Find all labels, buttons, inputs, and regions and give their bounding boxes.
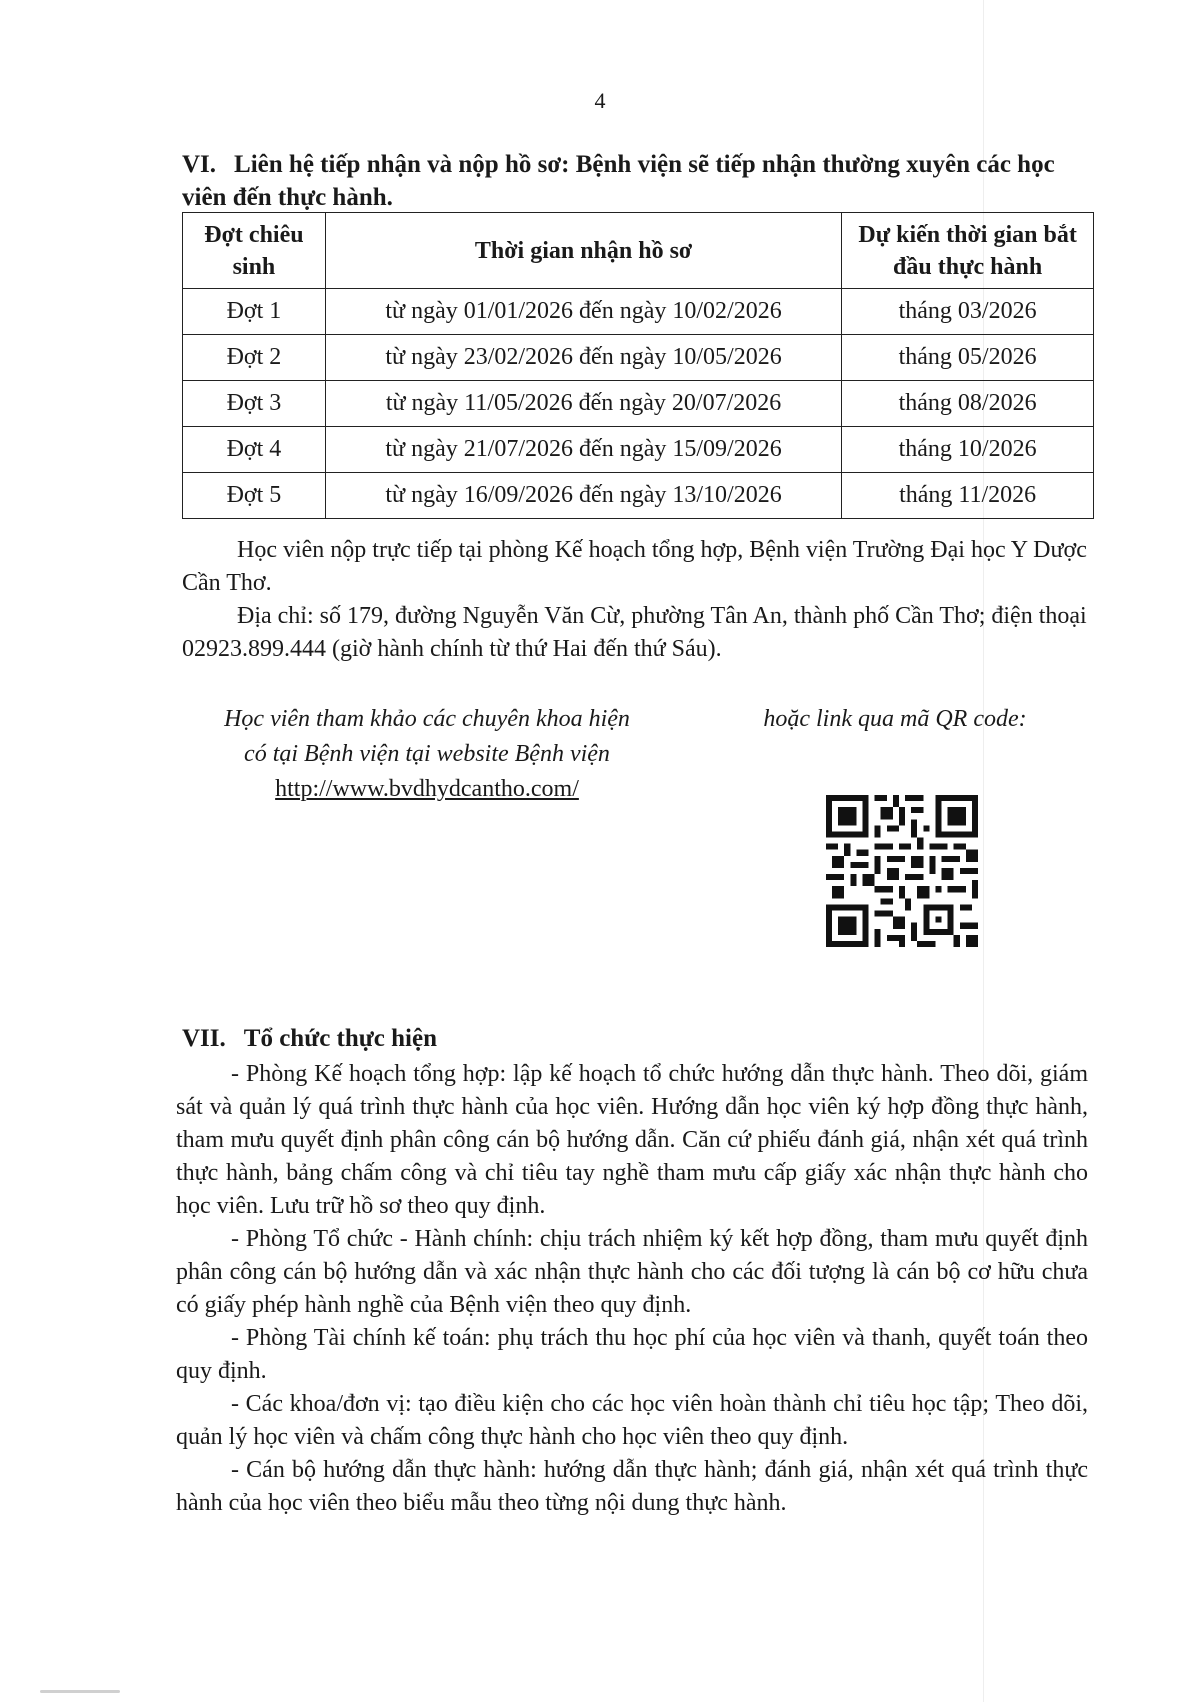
cell-period: từ ngày 23/02/2026 đến ngày 10/05/2026	[325, 335, 841, 381]
reference-line-1: Học viên tham khảo các chuyên khoa hiện	[224, 706, 630, 732]
cell-start: tháng 08/2026	[842, 381, 1094, 427]
header-period: Thời gian nhận hồ sơ	[325, 213, 841, 289]
cell-start: tháng 11/2026	[842, 473, 1094, 519]
cell-start: tháng 05/2026	[842, 335, 1094, 381]
cell-batch: Đợt 5	[183, 473, 326, 519]
table-row	[183, 427, 1094, 473]
duty-departments: - Các khoa/đơn vị: tạo điều kiện cho các học viên hoàn thành chỉ tiêu học tập; Theo dõi, quản lý học viên và chấm công thực hành cho học viên theo quy định.	[176, 1391, 1088, 1450]
section-6-heading	[182, 148, 1102, 214]
table-row	[183, 381, 1094, 427]
section-7-body	[176, 1058, 1088, 1520]
duty-planning-dept: - Phòng Kế hoạch tổng hợp: lập kế hoạch tổ chức hướng dẫn thực hành. Theo dõi, giám sát và quản lý quá trình thực hành của học viên. Hướng dẫn học viên ký hợp đồng thực hành, tham mưu quyết định phân công cán bộ hướng dẫn. Căn cứ phiếu đánh giá, nhận xét quá trình thực hành, bảng chấm công và chỉ tiêu tay nghề tham mưu cấp giấy xác nhận thực hành cho học viên. Lưu trữ hồ sơ theo quy định.	[176, 1061, 1088, 1219]
page-number: 4	[594, 88, 606, 113]
cell-start: tháng 10/2026	[842, 427, 1094, 473]
cell-start: tháng 03/2026	[842, 289, 1094, 335]
table-row	[183, 335, 1094, 381]
table-row	[183, 473, 1094, 519]
scan-artifact	[40, 1690, 120, 1693]
header-start: Dự kiến thời gian bắt đầu thực hành	[842, 213, 1094, 289]
enrollment-table	[182, 212, 1094, 519]
table-row	[183, 289, 1094, 335]
section-7-heading	[182, 1022, 1102, 1055]
duty-finance-dept: - Phòng Tài chính kế toán: phụ trách thu học phí của học viên và thanh, quyết toán theo quy định.	[176, 1325, 1088, 1384]
cell-period: từ ngày 21/07/2026 đến ngày 15/09/2026	[325, 427, 841, 473]
qr-caption: hoặc link qua mã QR code:	[763, 706, 1027, 732]
website-link[interactable]: http://www.bvdhydcantho.com/	[275, 776, 579, 802]
duty-admin-dept: - Phòng Tổ chức - Hành chính: chịu trách nhiệm ký kết hợp đồng, tham mưu quyết định phân công cán bộ hướng dẫn và xác nhận thực hành cho các đối tượng là cán bộ cơ hữu chưa có giấy phép hành nghề của Bệnh viện theo quy định.	[176, 1226, 1088, 1318]
table-header-row	[183, 213, 1094, 289]
header-batch: Đợt chiêu sinh	[183, 213, 326, 289]
cell-batch: Đợt 4	[183, 427, 326, 473]
section-6-number: VI.	[182, 151, 217, 178]
address-note: Địa chỉ: số 179, đường Nguyễn Văn Cừ, phường Tân An, thành phố Cần Thơ; điện thoại 02923.899.444 (giờ hành chính từ thứ Hai đến thứ Sáu).	[182, 603, 1087, 662]
cell-batch: Đợt 2	[183, 335, 326, 381]
cell-period: từ ngày 11/05/2026 đến ngày 20/07/2026	[325, 381, 841, 427]
qr-code-icon[interactable]	[826, 795, 978, 947]
reference-line-2: có tại Bệnh viện tại website Bệnh viện	[244, 741, 610, 767]
duty-instructors: - Cán bộ hướng dẫn thực hành: hướng dẫn thực hành; đánh giá, nhận xét quá trình thực hành của học viên theo biểu mẫu theo từng nội dung thực hành.	[176, 1457, 1088, 1516]
section-7-title: Tổ chức thực hiện	[243, 1025, 437, 1052]
section-7-number: VII.	[182, 1025, 226, 1052]
reference-block	[182, 702, 672, 807]
submission-note: Học viên nộp trực tiếp tại phòng Kế hoạch tổng hợp, Bệnh viện Trường Đại học Y Dược Cần Thơ.	[182, 537, 1087, 596]
cell-period: từ ngày 16/09/2026 đến ngày 13/10/2026	[325, 473, 841, 519]
cell-period: từ ngày 01/01/2026 đến ngày 10/02/2026	[325, 289, 841, 335]
section-6-title: Liên hệ tiếp nhận và nộp hồ sơ: Bệnh viện sẽ tiếp nhận thường xuyên các học viên đến thực hành.	[182, 151, 1055, 211]
cell-batch: Đợt 1	[183, 289, 326, 335]
cell-batch: Đợt 3	[183, 381, 326, 427]
